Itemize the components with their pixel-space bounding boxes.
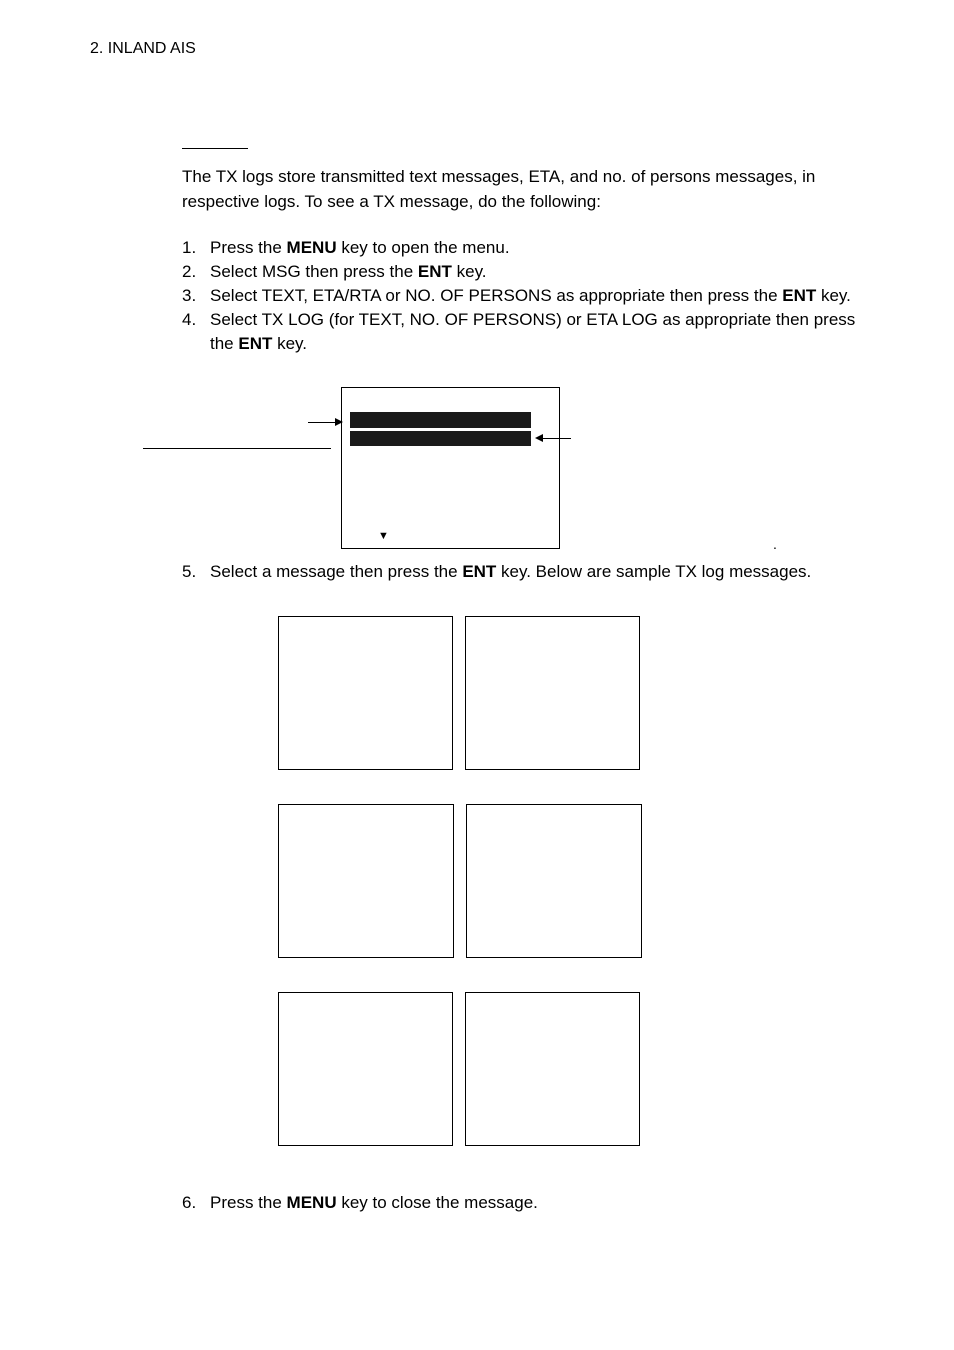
step-text: Select TEXT, ETA/RTA or NO. OF PERSONS as appropriate then press the — [210, 286, 783, 305]
step-number: 4. — [182, 310, 197, 329]
step-number: 2. — [182, 262, 197, 281]
log-entry-bar-selected — [350, 431, 531, 446]
steps-list-mid — [182, 560, 862, 584]
step-number: 5. — [182, 562, 197, 581]
step-text: Press the — [210, 238, 287, 257]
key-name: ENT — [782, 286, 817, 305]
key-name: ENT — [238, 334, 273, 353]
key-name: MENU — [286, 238, 337, 257]
step-1 — [182, 236, 862, 260]
step-text: Select a message then press the — [210, 562, 463, 581]
step-6 — [182, 1191, 862, 1215]
log-entry-bar — [350, 412, 531, 428]
key-name: ENT — [417, 262, 452, 281]
steps-list-bottom — [182, 1191, 862, 1215]
step-text: Select TX LOG (for TEXT, NO. OF PERSONS) or ETA LOG as appropriate then press the — [210, 310, 856, 353]
callout-line-right — [542, 438, 571, 439]
sample-message-screen — [278, 804, 454, 958]
step-number: 3. — [182, 286, 197, 305]
page-header: 2. INLAND AIS — [90, 40, 196, 57]
step-text: Press the — [210, 1193, 287, 1212]
callout-line-left — [308, 422, 336, 423]
step-text: key. — [272, 334, 307, 353]
scroll-down-icon: ▼ — [378, 530, 389, 542]
step-text: key. Below are sample TX log messages. — [496, 562, 812, 581]
sample-message-screen — [465, 616, 640, 770]
step-number: 1. — [182, 238, 197, 257]
step-text: Select MSG then press the — [210, 262, 418, 281]
sample-message-screen — [278, 992, 453, 1146]
sample-message-screen — [465, 992, 640, 1146]
step-number: 6. — [182, 1193, 197, 1212]
arrow-right-icon — [335, 418, 343, 426]
key-name: ENT — [462, 562, 497, 581]
step-text: key to open the menu. — [336, 238, 510, 257]
sample-message-screen — [278, 616, 453, 770]
step-text: key. — [451, 262, 487, 281]
heading-rule — [182, 148, 248, 149]
step-3 — [182, 284, 862, 308]
intro-paragraph: The TX logs store transmitted text messages, ETA, and no. of persons messages, in respective logs. To see a TX message, do the following: — [182, 167, 816, 211]
callout-rule — [143, 448, 331, 449]
step-5 — [182, 560, 862, 584]
step-2 — [182, 260, 862, 284]
sample-message-screen — [466, 804, 642, 958]
step-4 — [182, 308, 862, 356]
step-text: key. — [816, 286, 851, 305]
key-name: MENU — [286, 1193, 337, 1212]
step-text: key to close the message. — [336, 1193, 538, 1212]
trailing-mark: . — [773, 536, 777, 552]
steps-list-top — [182, 236, 862, 356]
